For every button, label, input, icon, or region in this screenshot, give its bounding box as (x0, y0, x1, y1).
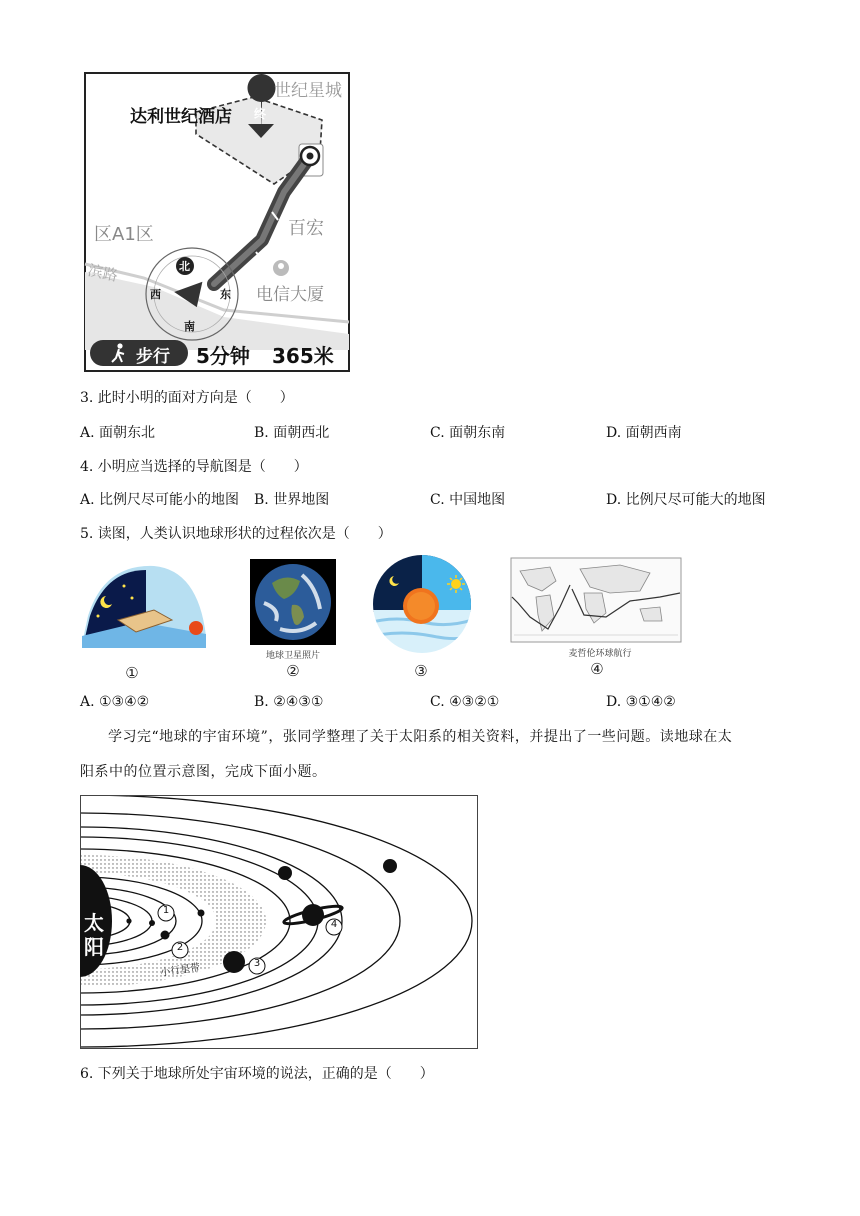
asteroid-belt-label: 小行星带 (159, 962, 201, 979)
sun-label-1: 太 (84, 911, 104, 935)
marker-4: 4 (330, 919, 338, 930)
planet-4 (302, 904, 324, 926)
footer-time: 5分钟 (196, 344, 250, 368)
navigation-map-figure (84, 72, 350, 372)
compass-north-label: 北 (179, 260, 190, 273)
q3-option-a[interactable]: A. 面朝东北 (80, 425, 156, 441)
compass-south-label: 南 (184, 320, 195, 333)
compass-west-label: 西 (150, 288, 161, 301)
marker-2: 2 (176, 942, 184, 953)
q3-option-d[interactable]: D. 面朝西南 (606, 425, 682, 441)
footer-mode-label: 步行 (136, 347, 170, 367)
q5-figure-2-caption: 地球卫星照片 (265, 651, 320, 661)
footer-distance: 365米 (272, 344, 334, 368)
map-label-road: 滨路 (86, 261, 120, 285)
q5-figure-2 (250, 559, 336, 645)
q5-figure-1 (80, 556, 208, 656)
q4-option-b[interactable]: B. 世界地图 (254, 492, 330, 508)
sunrise-sea-illustration (372, 554, 472, 654)
map-label-district: 世纪星城 (274, 81, 342, 101)
magellan-voyage-map (510, 557, 682, 643)
q3-option-b[interactable]: B. 面朝西北 (254, 425, 330, 441)
solar-system-diagram (80, 795, 478, 1049)
intro-paragraph-line-2: 阳系中的位置示意图，完成下面小题。 (80, 764, 327, 780)
sun-label-2: 阳 (84, 935, 104, 959)
map-label-telecom: 电信大厦 (256, 285, 324, 305)
map-end-marker-label: 终 (254, 107, 267, 121)
q5-figure-3 (372, 554, 472, 654)
q4-option-a[interactable]: A. 比例尺尽可能小的地图 (80, 492, 240, 508)
map-label-a1: 区A1区 (94, 224, 154, 245)
map-label-baihong: 百宏 (288, 218, 324, 239)
marker-1: 1 (162, 905, 170, 916)
question-5-stem: 5. 读图，人类认识地球形状的过程依次是（ ） (80, 526, 392, 542)
q5-figure-4 (510, 557, 682, 643)
solar-system-figure (80, 795, 478, 1049)
compass-east-label: 东 (220, 288, 231, 301)
q3-option-c[interactable]: C. 面朝东南 (430, 425, 506, 441)
q4-option-c[interactable]: C. 中国地图 (430, 492, 506, 508)
planet-3 (223, 951, 245, 973)
q5-figure-4-number: ④ (590, 660, 604, 678)
question-3-stem: 3. 此时小明的面对方向是（ ） (80, 390, 294, 406)
q5-option-a[interactable]: A. ①③④② (80, 694, 150, 710)
q5-option-b[interactable]: B. ②④③① (254, 694, 324, 710)
q5-figure-4-caption: 麦哲伦环球航行 (568, 649, 632, 659)
q5-option-d[interactable]: D. ③①④② (606, 694, 676, 710)
q5-figure-1-number: ① (125, 664, 139, 682)
question-6-stem: 6. 下列关于地球所处宇宙环境的说法，正确的是（ ） (80, 1066, 434, 1082)
q5-figure-3-number: ③ (414, 662, 428, 680)
q4-option-d[interactable]: D. 比例尺尽可能大的地图 (606, 492, 766, 508)
sky-dome-illustration (80, 556, 208, 656)
earth-satellite-photo (250, 559, 336, 645)
map-label-hotel: 达利世纪酒店 (130, 107, 232, 127)
intro-paragraph-line-1: 学习完“地球的宇宙环境”，张同学整理了关于太阳系的相关资料，并提出了一些问题。读地球在太 (108, 729, 733, 745)
marker-3: 3 (253, 958, 261, 969)
question-4-stem: 4. 小明应当选择的导航图是（ ） (80, 459, 308, 475)
q5-option-c[interactable]: C. ④③②① (430, 694, 500, 710)
planet-2 (161, 931, 170, 940)
q5-figure-2-number: ② (286, 662, 300, 680)
